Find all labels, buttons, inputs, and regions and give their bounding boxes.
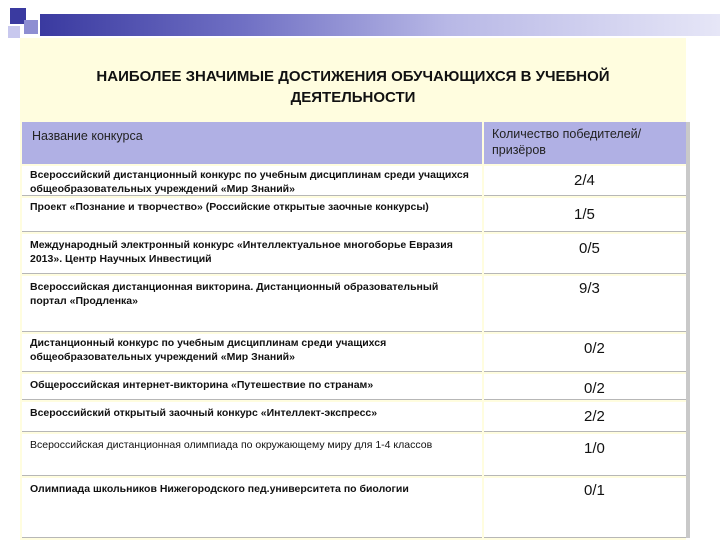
- header-winners-count: [484, 122, 686, 164]
- table-row: [22, 276, 686, 332]
- decorative-square-small: [8, 26, 20, 38]
- table-row: [22, 166, 686, 196]
- contest-name-cell: Всероссийская дистанционная викторина. Дистанционный образовательный портал «Продленка»: [22, 276, 482, 332]
- table-row: [22, 234, 686, 274]
- table-row: [22, 478, 686, 538]
- header-winners-count-label: Количество победителей/призёров: [492, 127, 642, 157]
- winners-count-cell: 1/5: [484, 198, 686, 232]
- table-row: [22, 334, 686, 372]
- contest-name-cell: Проект «Познание и творчество» (Российские открытые заочные конкурсы): [22, 198, 482, 232]
- table-row: [22, 434, 686, 476]
- winners-count-cell: 0/2: [484, 374, 686, 400]
- decorative-top-bar: [40, 14, 720, 36]
- table-row: [22, 198, 686, 232]
- winners-count-cell: 2/2: [484, 402, 686, 432]
- contest-name-cell: Олимпиада школьников Нижегородского пед.университета по биологии: [22, 478, 482, 538]
- contest-name-cell: Всероссийский дистанционный конкурс по учебным дисциплинам среди учащихся общеобразовательных учреждений «Мир Знаний»: [22, 166, 482, 196]
- winners-count-cell: 0/1: [484, 478, 686, 538]
- winners-count-cell: 9/3: [484, 276, 686, 332]
- winners-count-cell: 2/4: [484, 166, 686, 196]
- achievements-table: [22, 122, 686, 538]
- table-row: [22, 374, 686, 400]
- decorative-square-light: [24, 20, 38, 34]
- table-row: [22, 402, 686, 432]
- contest-name-cell: Международный электронный конкурс «Интеллектуальное многоборье Евразия 2013». Центр Научных Инвестиций: [22, 234, 482, 274]
- contest-name-cell: Всероссийский открытый заочный конкурс «Интеллект-экспресс»: [22, 402, 482, 432]
- header-contest-name-label: Название конкурса: [32, 129, 143, 143]
- contest-name-cell: Общероссийская интернет-викторина «Путешествие по странам»: [22, 374, 482, 400]
- header-contest-name: [22, 122, 482, 164]
- table-shadow: [686, 122, 690, 538]
- slide-title: НАИБОЛЕЕ ЗНАЧИМЫЕ ДОСТИЖЕНИЯ ОБУЧАЮЩИХСЯ В УЧЕБНОЙ ДЕЯТЕЛЬНОСТИ: [96, 68, 610, 106]
- contest-name-cell: Всероссийская дистанционная олимпиада по окружающему миру для 1-4 классов: [22, 434, 482, 476]
- winners-count-cell: 0/2: [484, 334, 686, 372]
- contest-name-cell: Дистанционный конкурс по учебным дисциплинам среди учащихся общеобразовательных учреждений «Мир Знаний»: [22, 334, 482, 372]
- winners-count-cell: 0/5: [484, 234, 686, 274]
- winners-count-cell: 1/0: [484, 434, 686, 476]
